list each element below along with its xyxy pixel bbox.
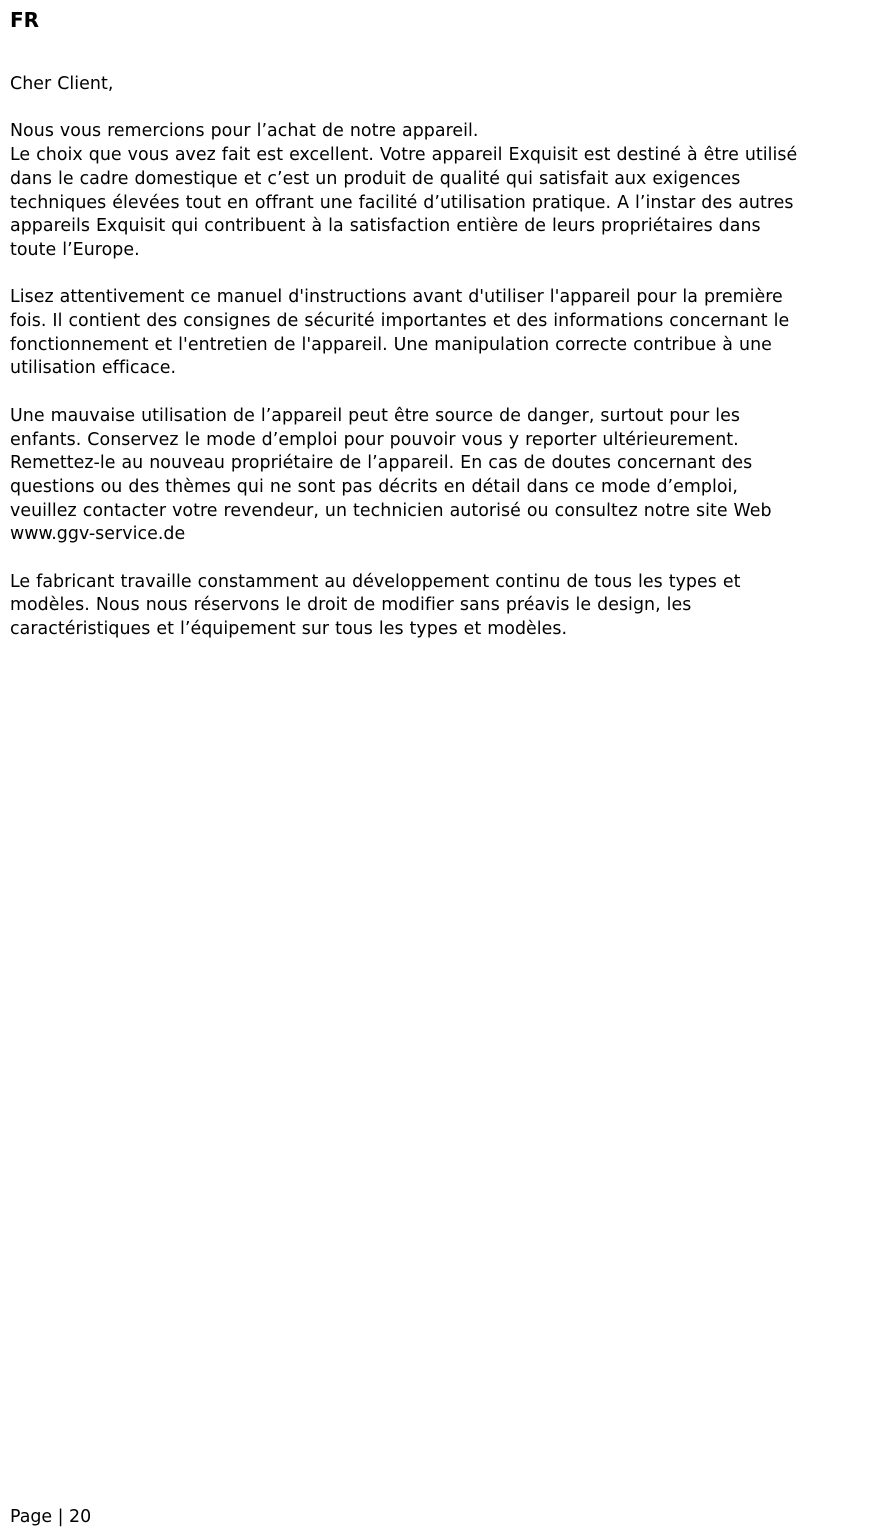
paragraph-safety: Une mauvaise utilisation de l’appareil peut être source de danger, surtout pour les enfants. Conservez le mode d’emploi pour pouvoir vous y reporter ultérieurement. Remettez-le au nouveau propriétaire de l’appareil. En cas de doutes concernant des questions ou des thèmes qui ne sont pas décrits en détail dans ce mode d’emploi, veuillez contacter votre revendeur, un technicien autorisé ou consultez notre site Web www.ggv-service.de xyxy=(10,405,772,545)
paragraph-thanks: Nous vous remercions pour l’achat de notre appareil. xyxy=(10,121,479,142)
greeting: Cher Client, xyxy=(10,74,114,94)
paragraph-intro: Le choix que vous avez fait est excellent. Votre appareil Exquisit est destiné à être utilisé dans le cadre domestique et c’est un produit de qualité qui satisfait aux exigences techniques élevées tout en offrant une facilité d’utilisation pratique. A l’instar des autres appareils Exquisit qui contribuent à la satisfaction entière de leurs propriétaires dans toute l’Europe. xyxy=(10,145,798,260)
letter-body xyxy=(10,73,890,666)
page-number: Page | 20 xyxy=(10,1507,92,1527)
language-heading: FR xyxy=(10,8,40,32)
paragraph-manufacturer: Le fabricant travaille constamment au développement continu de tous les types et modèles. Nous nous réservons le droit de modifier sans préavis le design, les caractéristiques et l’équipement sur tous les types et modèles. xyxy=(10,571,741,640)
paragraph-read-manual: Lisez attentivement ce manuel d'instructions avant d'utiliser l'appareil pour la première fois. Il contient des consignes de sécurité importantes et des informations concernant le fonctionnement et l'entretien de l'appareil. Une manipulation correcte contribue à une utilisation efficace. xyxy=(10,287,790,379)
